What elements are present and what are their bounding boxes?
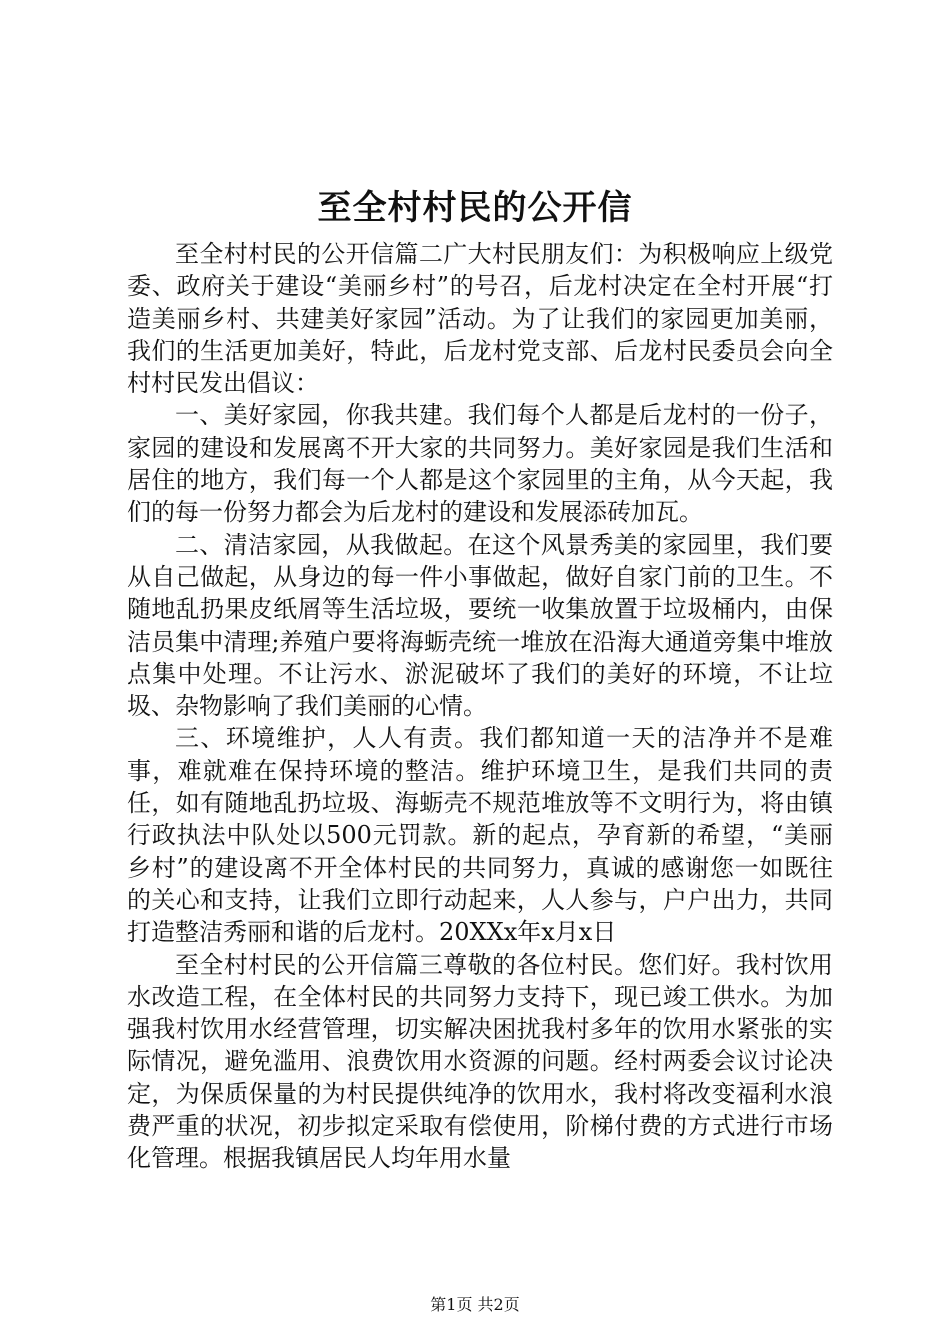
paragraph-point-three: 三、环境维护，人人有责。我们都知道一天的洁净并不是难事，难就难在保持环境的整洁。维护环境卫生，是我们共同的责任，如有随地乱扔垃圾、海蛎壳不规范堆放等不文明行为，将由镇行政执法中队处以500元罚款。新的起点，孕育新的希望，“美丽乡村”的建设离不开全体村民的共同努力，真诚的感谢您一如既往的关心和支持，让我们立即行动起来，人人参与，户户出力，共同打造整洁秀丽和谐的后龙村。20XXx年x月x日 [127, 724, 833, 947]
page-title: 至全村村民的公开信 [317, 188, 633, 228]
page-footer: 第1页 共2页 [430, 1295, 520, 1314]
paragraph-letter-three: 至全村村民的公开信篇三尊敬的各位村民。您们好。我村饮用水改造工程，在全体村民的共同努力支持下，现已竣工供水。为加强我村饮用水经营管理，切实解决困扰我村多年的饮用水紧张的实际情况，避免滥用、浪费饮用水资源的问题。经村两委会议讨论决定，为保质保量的为村民提供纯净的饮用水，我村将改变福利水浪费严重的状况，初步拟定采取有偿使用，阶梯付费的方式进行市场化管理。根据我镇居民人均年用水量 [127, 950, 833, 1173]
letter-body [127, 238, 833, 1175]
paragraph-intro: 至全村村民的公开信篇二广大村民朋友们：为积极响应上级党委、政府关于建设“美丽乡村”的号召，后龙村决定在全村开展“打造美丽乡村、共建美好家园”活动。为了让我们的家园更加美丽，我们的生活更加美好，特此，后龙村党支部、后龙村民委员会向全村村民发出倡议： [127, 240, 833, 398]
paragraph-point-one: 一、美好家园，你我共建。我们每个人都是后龙村的一份子，家园的建设和发展离不开大家的共同努力。美好家园是我们生活和居住的地方，我们每一个人都是这个家园里的主角，从今天起，我们的每一份努力都会为后龙村的建设和发展添砖加瓦。 [127, 401, 833, 527]
paragraph-point-two: 二、清洁家园，从我做起。在这个风景秀美的家园里，我们要从自己做起，从身边的每一件小事做起，做好自家门前的卫生。不随地乱扔果皮纸屑等生活垃圾，要统一收集放置于垃圾桶内，由保洁员集中清理;养殖户要将海蛎壳统一堆放在沿海大通道旁集中堆放点集中处理。不让污水、淤泥破坏了我们的美好的环境，不让垃圾、杂物影响了我们美丽的心情。 [127, 530, 833, 721]
